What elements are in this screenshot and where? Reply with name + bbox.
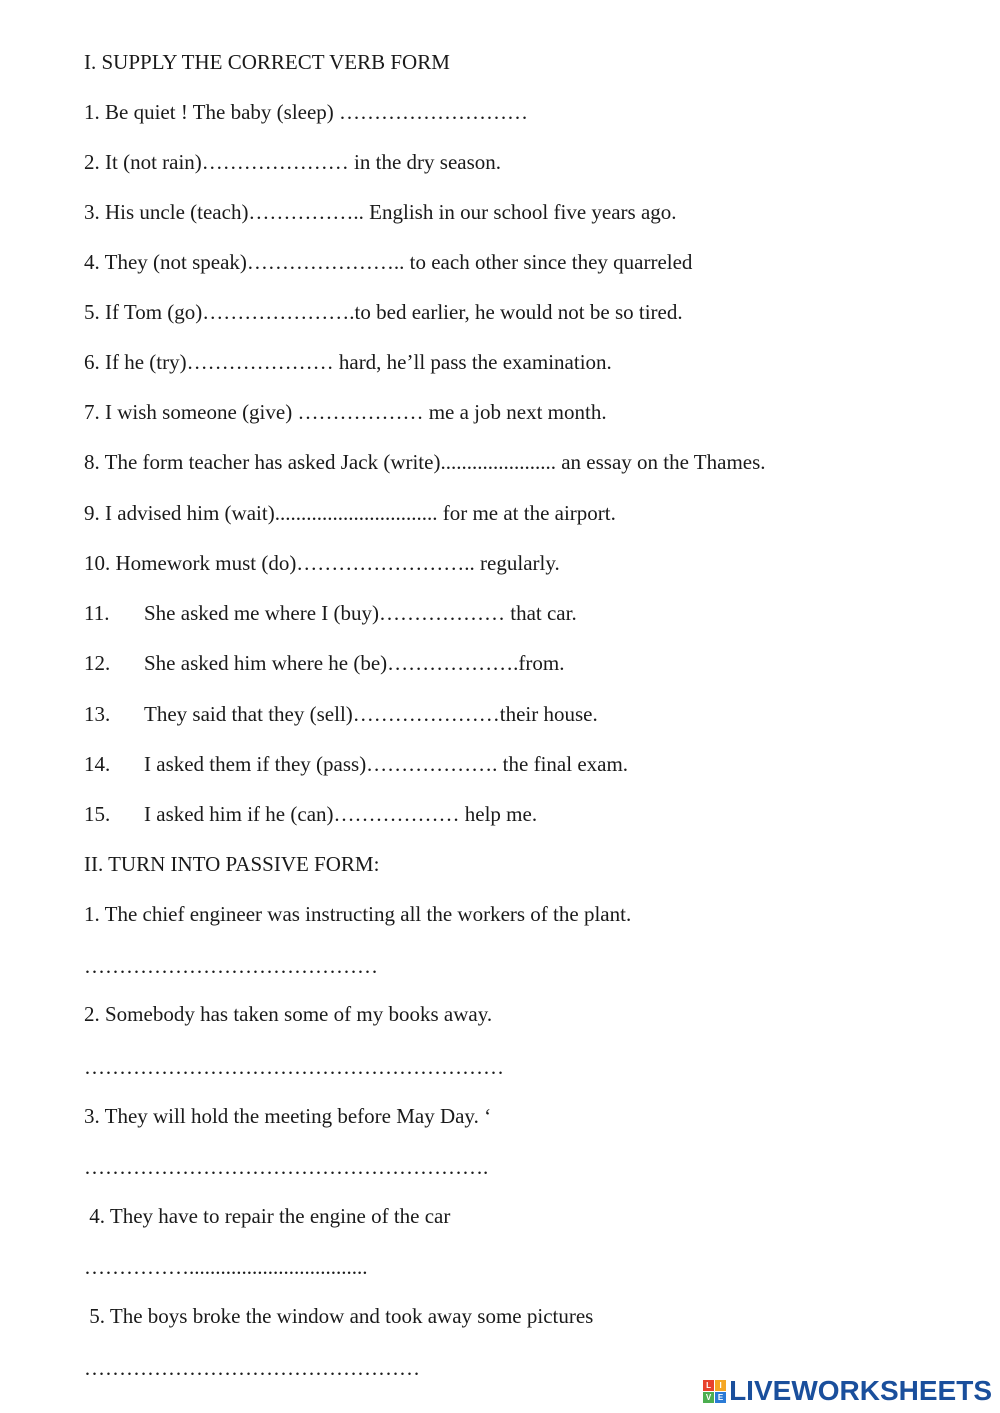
passive-question-5: 5. The boys broke the window and took away some pictures: [84, 1304, 594, 1328]
question-text: I asked them if they (pass)………………. the final exam.: [144, 752, 629, 776]
logo-tile: L: [703, 1380, 714, 1391]
question-12: [84, 653, 564, 674]
question-number: 11.: [84, 601, 110, 625]
answer-blank-2[interactable]: ……………………………………………………: [84, 1055, 504, 1079]
liveworksheets-logo[interactable]: [703, 1377, 992, 1405]
question-3: 3. His uncle (teach)…………….. English in our school five years ago.: [84, 200, 677, 224]
passive-question-3: 3. They will hold the meeting before May Day. ‘: [84, 1104, 492, 1128]
question-1: 1. Be quiet ! The baby (sleep) ………………………: [84, 100, 529, 124]
question-15: [84, 804, 537, 825]
question-2: 2. It (not rain)………………… in the dry season.: [84, 150, 502, 174]
section2-title: II. TURN INTO PASSIVE FORM:: [84, 852, 380, 876]
logo-tile: I: [715, 1380, 726, 1391]
question-11: [84, 603, 577, 624]
answer-blank-5[interactable]: …………………………………………: [84, 1356, 420, 1380]
question-text: She asked me where I (buy)……………… that car.: [144, 601, 577, 625]
question-text: She asked him where he (be)……………….from.: [144, 651, 565, 675]
question-8: 8. The form teacher has asked Jack (write)...................... an essay on the Thames.: [84, 450, 766, 474]
answer-blank-1[interactable]: ……………………………………: [84, 954, 378, 978]
question-9: 9. I advised him (wait)............................... for me at the airport.: [84, 501, 616, 525]
question-10: 10. Homework must (do)…………………….. regularly.: [84, 551, 560, 575]
logo-tile: V: [703, 1392, 714, 1403]
question-text: I asked him if he (can)……………… help me.: [144, 802, 538, 826]
passive-question-4: 4. They have to repair the engine of the car: [84, 1204, 451, 1228]
section1-title: I. SUPPLY THE CORRECT VERB FORM: [84, 50, 450, 74]
question-14: [84, 754, 628, 775]
question-number: 14.: [84, 752, 111, 776]
question-number: 13.: [84, 702, 111, 726]
passive-question-2: 2. Somebody has taken some of my books away.: [84, 1002, 493, 1026]
question-text: They said that they (sell)…………………their house.: [144, 702, 598, 726]
question-4: 4. They (not speak)………………….. to each other since they quarreled: [84, 250, 693, 274]
answer-blank-3[interactable]: ………………………………………………….: [84, 1155, 489, 1179]
question-5: 5. If Tom (go)………………….to bed earlier, he would not be so tired.: [84, 300, 683, 324]
logo-tile: E: [715, 1392, 726, 1403]
question-number: 12.: [84, 651, 111, 675]
question-6: 6. If he (try)………………… hard, he’ll pass the examination.: [84, 350, 612, 374]
question-number: 15.: [84, 802, 111, 826]
passive-question-1: 1. The chief engineer was instructing all the workers of the plant.: [84, 902, 632, 926]
question-13: [84, 704, 598, 725]
question-7: 7. I wish someone (give) ……………… me a job next month.: [84, 400, 607, 424]
logo-mark-icon: [703, 1380, 726, 1403]
logo-text: LIVEWORKSHEETS: [729, 1375, 992, 1406]
answer-blank-4[interactable]: ……………..................................: [84, 1255, 368, 1279]
